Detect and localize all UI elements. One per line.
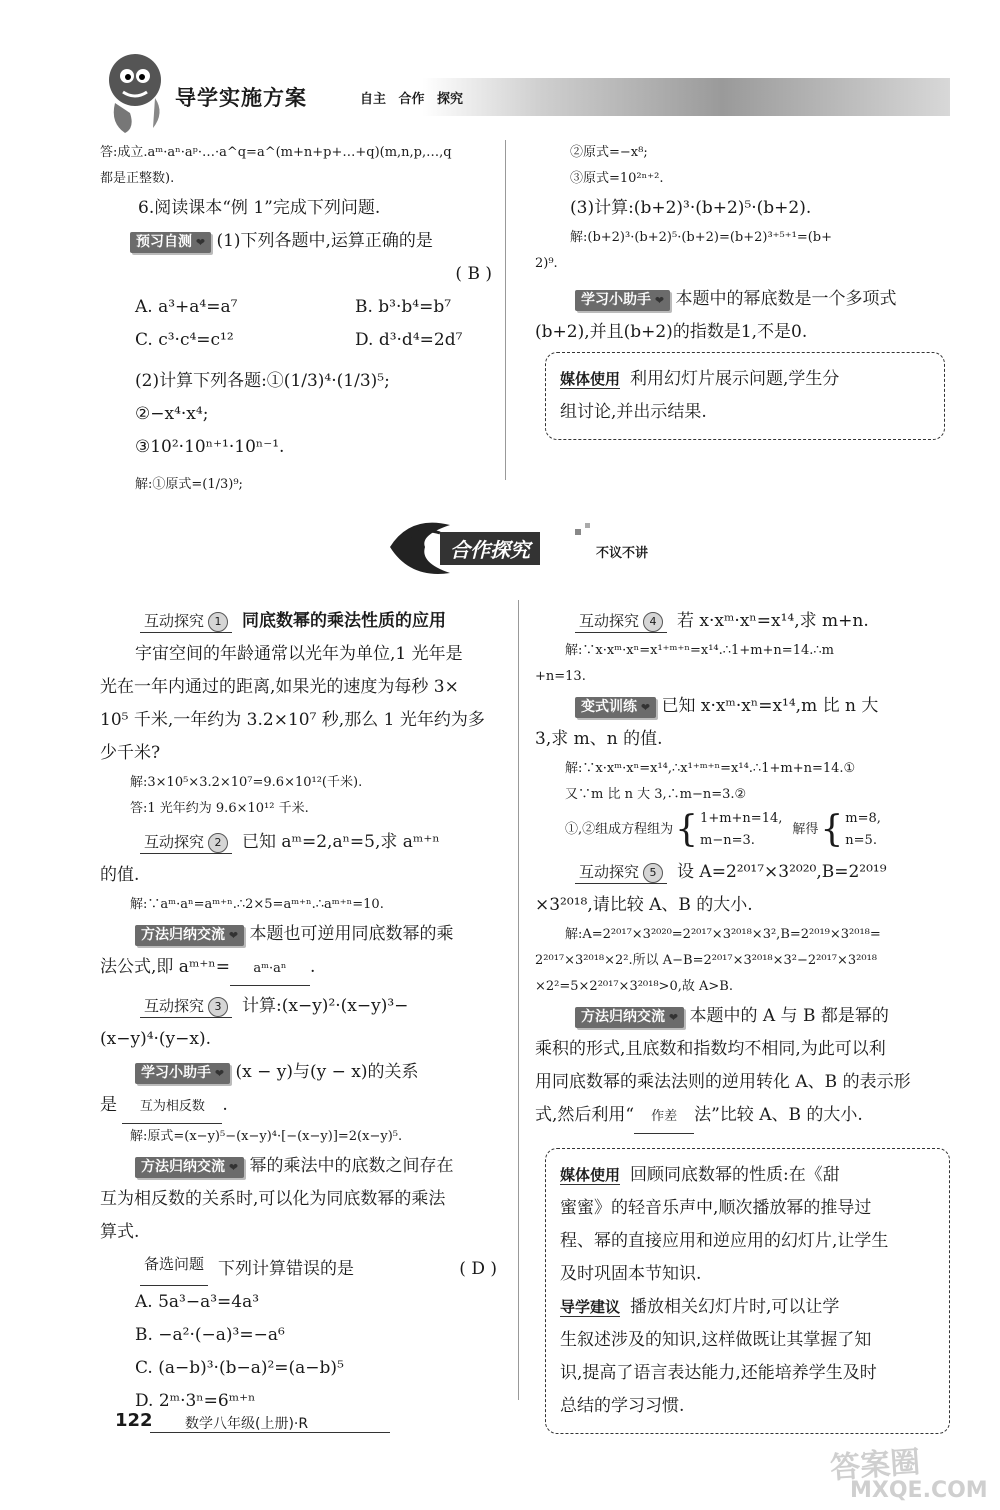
guide-label: 导学建议 — [560, 1298, 621, 1316]
solution-line: 答:1 光年约为 9.6×10¹² 千米. — [130, 801, 309, 816]
explore-question: 设 A=2²⁰¹⁷×3²⁰²⁰,B=2²⁰¹⁹ — [677, 862, 887, 882]
question-2b: ②−x⁴·x⁴; — [135, 404, 209, 424]
number-badge: 5 — [643, 863, 663, 883]
number-badge: 1 — [208, 612, 228, 632]
media-text: 回顾同底数幂的性质:在《甜 — [630, 1165, 840, 1185]
media-label: 媒体使用 — [560, 1166, 621, 1184]
section-banner-subtitle: 不议不讲 — [596, 546, 649, 561]
media-text: 及时巩固本节知识. — [560, 1264, 702, 1284]
right-bottom-column — [535, 605, 955, 1134]
solution-line: 2²⁰¹⁷×3²⁰¹⁸×2².所以 A−B=2²⁰¹⁷×3²⁰¹⁸×3²−2²⁰¹⁷×3²⁰¹⁸ — [535, 953, 878, 968]
method-text: 法公式,即 aᵐ⁺ⁿ= — [100, 957, 230, 977]
section-banner-title: 合作探究 — [440, 532, 540, 565]
variant-tag: 变式训练 ❤ — [575, 697, 656, 718]
media-label: 媒体使用 — [560, 370, 621, 388]
media-text: 利用幻灯片展示问题,学生分 — [630, 369, 840, 389]
explore-heading: 互动探究 2 — [140, 831, 232, 854]
method-text: 法”比较 A、B 的大小. — [694, 1105, 863, 1125]
number-badge: 2 — [208, 833, 228, 853]
fill-blank: 互为相反数 — [122, 1090, 222, 1124]
guide-text: 生叙述涉及的知识,这样做既让其掌握了知 — [560, 1330, 872, 1350]
solution-line: 解:(b+2)³·(b+2)⁵·(b+2)=(b+2)³⁺⁵⁺¹=(b+ — [570, 230, 833, 245]
backup-answer: ( D ) — [459, 1259, 497, 1279]
fill-blank: 作差 — [634, 1100, 694, 1134]
solution-line: 解:∵x·xᵐ·xⁿ=x¹⁺ᵐ⁺ⁿ=x¹⁴.∴1+m+n=14.∴m — [565, 643, 834, 658]
solution-line: +n=13. — [535, 669, 586, 684]
punctuation: . — [222, 1095, 228, 1115]
helper-text: 是 — [100, 1095, 117, 1115]
option-c: C. c³·c⁴=c¹² — [135, 330, 234, 350]
solution-line: ③原式=10²ⁿ⁺². — [570, 171, 664, 186]
left-top-column — [100, 140, 500, 498]
method-text: 本题中的 A 与 B 都是幂的 — [689, 1006, 889, 1026]
page-number: 122 — [115, 1410, 153, 1431]
paragraph-line: 的值. — [100, 865, 140, 885]
number-badge: 4 — [643, 612, 663, 632]
media-box-bottom — [545, 1148, 950, 1434]
media-text: 蜜蜜》的轻音乐声中,顺次播放幂的推导过 — [560, 1198, 872, 1218]
answer-line: 答:成立.aᵐ·aⁿ·aᵖ·…·a^q=a^(m+n+p+…+q)(m,n,p,…,q — [100, 145, 452, 160]
footer-line — [150, 1432, 390, 1433]
explore-heading: 互动探究 3 — [140, 995, 232, 1018]
guide-text: 播放相关幻灯片时,可以让学 — [630, 1297, 840, 1317]
explore-question: 计算:(x−y)²·(x−y)³− — [242, 996, 409, 1016]
question-3: (3)计算:(b+2)³·(b+2)⁵·(b+2). — [570, 198, 812, 218]
solution-line: 又∵m 比 n 大 3,∴m−n=3.② — [565, 787, 747, 802]
solution-line: 解:∵aᵐ·aⁿ=aᵐ⁺ⁿ.∴2×5=aᵐ⁺ⁿ.∴aᵐ⁺ⁿ=10. — [130, 897, 384, 912]
backup-heading: 备选问题 — [140, 1253, 208, 1286]
number-badge: 3 — [208, 997, 228, 1017]
explore-question: 若 x·xᵐ·xⁿ=x¹⁴,求 m+n. — [677, 611, 869, 631]
helper-tag: 学习小助手 ❤ — [135, 1063, 230, 1084]
equation-system-line: ①,②组成方程组为 { 1+m+n=14, m−n=3. 解得 { m=8, n=5. — [565, 809, 881, 850]
paragraph-line: 10⁵ 千米,一年约为 3.2×10⁷ 秒,那么 1 光年约为多 — [100, 710, 485, 730]
solution-text: ①,②组成方程组为 — [565, 822, 674, 837]
solution-line: ×2²=5×2²⁰¹⁷×3²⁰¹⁸>0,故 A>B. — [535, 979, 733, 994]
fill-blank: aᵐ·aⁿ — [230, 952, 310, 986]
method-text: 用同底数幂的乘法法则的逆用转化 A、B 的表示形 — [535, 1072, 911, 1092]
media-box-top — [545, 352, 945, 440]
helper-text: 本题中的幂底数是一个多项式 — [675, 289, 897, 309]
watermark-logo: 答案圈 — [829, 1444, 922, 1487]
right-top-column — [535, 140, 955, 349]
media-text: 组讨论,并出示结果. — [560, 402, 707, 422]
column-divider-top — [505, 140, 506, 480]
paragraph-line: 光在一年内通过的距离,如果光的速度为每秒 3× — [100, 677, 459, 697]
left-bottom-column — [100, 605, 505, 1418]
method-text: 算式. — [100, 1222, 140, 1242]
media-text: 程、幂的直接应用和逆应用的幻灯片,让学生 — [560, 1231, 889, 1251]
solution-line: 解:①原式=(1/3)⁹; — [135, 477, 243, 492]
explore-heading: 互动探究 1 — [140, 610, 232, 633]
helper-tag: 学习小助手 ❤ — [575, 290, 670, 311]
solution-line: ②原式=−x⁸; — [570, 145, 648, 160]
explore-question: 已知 aᵐ=2,aⁿ=5,求 aᵐ⁺ⁿ — [242, 832, 440, 852]
method-text: 式,然后利用“ — [535, 1105, 635, 1125]
solution-text: 解得 — [792, 822, 819, 837]
explore-heading: 互动探究 5 — [575, 861, 667, 884]
method-text: 本题也可逆用同底数幂的乘 — [249, 924, 454, 944]
method-tag: 方法归纳交流 ❤ — [135, 925, 244, 946]
question-1: (1)下列各题中,运算正确的是 — [216, 231, 433, 251]
variant-text: 3,求 m、n 的值. — [535, 729, 663, 749]
option-b: B. b³·b⁴=b⁷ — [355, 297, 452, 317]
header-title: 导学实施方案 — [175, 86, 307, 110]
watermark-url: MXQE.COM — [850, 1478, 988, 1503]
method-text: 幂的乘法中的底数之间存在 — [249, 1156, 454, 1176]
paragraph-line: ×3²⁰¹⁸,请比较 A、B 的大小. — [535, 895, 753, 915]
option-c: C. (a−b)³·(b−a)²=(a−b)⁵ — [135, 1358, 344, 1378]
solution-line: 2)⁹. — [535, 256, 558, 271]
footer-text: 数学八年级(上册)·R — [185, 1416, 309, 1432]
guide-text: 识,提高了语言表达能力,还能培养学生及时 — [560, 1363, 877, 1383]
question-2c: ③10²·10ⁿ⁺¹·10ⁿ⁻¹. — [135, 437, 285, 457]
paragraph-line: (x−y)⁴·(y−x). — [100, 1029, 212, 1049]
explore-title: 同底数幂的乘法性质的应用 — [242, 611, 447, 631]
backup-question: 下列计算错误的是 — [218, 1259, 355, 1279]
option-a: A. 5a³−a³=4a³ — [135, 1292, 260, 1312]
equation: 1+m+n=14, — [700, 811, 783, 826]
paragraph-line: 少千米? — [100, 743, 161, 763]
explore-heading: 互动探究 4 — [575, 610, 667, 633]
question-1-answer: ( B ) — [455, 264, 492, 284]
question-2: (2)计算下列各题:①(1/3)⁴·(1/3)⁵; — [135, 371, 390, 391]
helper-text: (b+2),并且(b+2)的指数是1,不是0. — [535, 322, 808, 342]
equation: n=5. — [845, 833, 877, 848]
mascot-logo — [95, 48, 173, 138]
solution-line: 解:∵x·xᵐ·xⁿ=x¹⁴,∴x¹⁺ᵐ⁺ⁿ=x¹⁴.∴1+m+n=14.① — [565, 761, 856, 776]
option-d: D. 2ᵐ·3ⁿ=6ᵐ⁺ⁿ — [135, 1391, 256, 1411]
option-b: B. −a²·(−a)³=−a⁶ — [135, 1325, 285, 1345]
helper-text: (x − y)与(y − x)的关系 — [235, 1062, 419, 1082]
paragraph-line: 宇宙空间的年龄通常以光年为单位,1 光年是 — [135, 644, 463, 664]
solution-line: 解:A=2²⁰¹⁷×3²⁰²⁰=2²⁰¹⁷×3²⁰¹⁸×3²,B=2²⁰¹⁹×3²⁰¹⁸= — [565, 927, 881, 942]
method-text: 互为相反数的关系时,可以化为同底数幂的乘法 — [100, 1189, 446, 1209]
preview-tag: 预习自测 ❤ — [130, 232, 211, 253]
solution-line: 解:原式=(x−y)⁵−(x−y)⁴·[−(x−y)]=2(x−y)⁵. — [130, 1129, 403, 1144]
solution-line: 解:3×10⁵×3.2×10⁷=9.6×10¹²(千米). — [130, 775, 363, 790]
method-tag: 方法归纳交流 ❤ — [135, 1157, 244, 1178]
variant-text: 已知 x·xᵐ·xⁿ=x¹⁴,m 比 n 大 — [661, 696, 879, 716]
method-tag: 方法归纳交流 ❤ — [575, 1007, 684, 1028]
option-d: D. d³·d⁴=2d⁷ — [355, 330, 463, 350]
item-6: 6.阅读课本“例 1”完成下列问题. — [138, 198, 381, 218]
punctuation: . — [309, 957, 316, 977]
option-a: A. a³+a⁴=a⁷ — [135, 297, 238, 317]
header-subtitle: 自主 合作 探究 — [360, 92, 464, 107]
equation: m−n=3. — [700, 833, 755, 848]
method-text: 乘积的形式,且底数和指数均不相同,为此可以利 — [535, 1039, 886, 1059]
equation: m=8, — [845, 811, 881, 826]
guide-text: 总结的学习习惯. — [560, 1396, 685, 1416]
column-divider-bottom — [518, 600, 519, 1400]
answer-line: 都是正整数). — [100, 171, 175, 186]
